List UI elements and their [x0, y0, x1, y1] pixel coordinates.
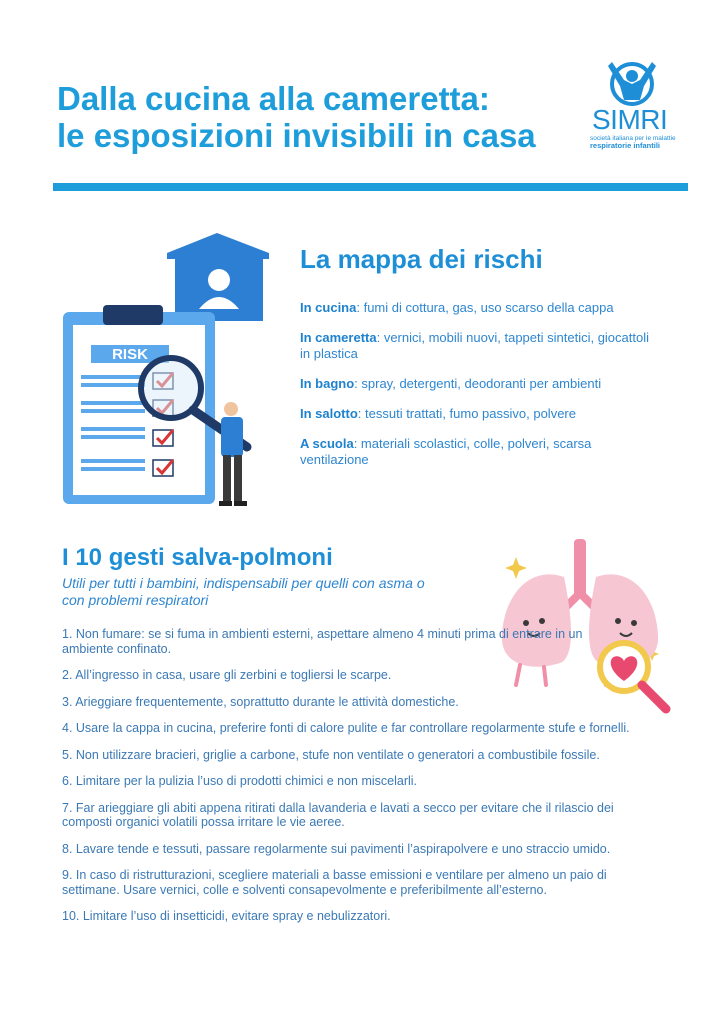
risk-checklist-illustration [55, 225, 280, 515]
title-line-1: Dalla cucina alla cameretta: [57, 80, 490, 117]
gesture-item: 7. Far arieggiare gli abiti appena ritirati dalla lavanderia e lavati a secco per evitare che il rilascio dei composti organici volatili possa irritare le vie aeree. [62, 800, 614, 829]
logo-name: SIMRI [592, 104, 668, 135]
risk-list [300, 300, 660, 482]
gesture-item: 5. Non utilizzare bracieri, griglie a carbone, stufe non ventilate o generatori a combustibile fossile. [62, 747, 600, 762]
page-title [57, 80, 536, 154]
risk-item-living-room: In salotto: tessuti trattati, fumo passivo, polvere [300, 406, 576, 421]
risk-item-kitchen: In cucina: fumi di cottura, gas, uso scarso della cappa [300, 300, 614, 315]
risk-item-bathroom: In bagno: spray, detergenti, deodoranti per ambienti [300, 376, 602, 391]
simri-logo [588, 56, 680, 151]
logo-subtitle: società italiana per le malattie respiratorie infantili [590, 135, 676, 150]
gestures-title: I 10 gesti salva-polmoni [62, 544, 333, 571]
gesture-item: 6. Limitare per la pulizia l’uso di prodotti chimici e non miscelarli. [62, 774, 418, 788]
gesture-item: 8. Lavare tende e tessuti, passare regolarmente sui pavimenti l’aspirapolvere e uno straccio umido. [62, 841, 611, 856]
risk-item-school: A scuola: materiali scolastici, colle, polveri, scarsa ventilazione [300, 436, 592, 467]
house-icon [167, 233, 269, 321]
gesture-item: 10. Limitare l’uso di insetticidi, evitare spray e nebulizzatori. [62, 909, 391, 923]
gestures-subtitle: Utili per tutti i bambini, indispensabili per quelli con asma o con problemi respiratori [62, 575, 425, 608]
gestures-list [62, 627, 632, 936]
gesture-item: 2. All’ingresso in casa, usare gli zerbini e togliersi le scarpe. [62, 668, 392, 682]
gesture-item: 4. Usare la cappa in cucina, preferire fonti di calore pulite e far controllare regolarmente stufe e fornelli. [62, 721, 630, 735]
title-line-2: le esposizioni invisibili in casa [57, 117, 536, 154]
gesture-item: 9. In caso di ristrutturazioni, scegliere materiali a basse emissioni e ventilare per almeno un paio di settimane. Usare vernici, colle e solventi consapevolmente e preferibilmente all’esterno. [62, 868, 607, 897]
risk-item-bedroom: In cameretta: vernici, mobili nuovi, tappeti sintetici, giocattoli in plastica [300, 330, 649, 361]
risk-map-title: La mappa dei rischi [300, 244, 543, 274]
header-divider [53, 183, 688, 191]
child-figure-icon [602, 56, 662, 108]
gesture-item: 1. Non fumare: se si fuma in ambienti esterni, aspettare almeno 4 minuti prima di entrare in un ambiente confinato. [62, 627, 583, 656]
gesture-item: 3. Arieggiare frequentemente, soprattutto durante le attività domestiche. [62, 694, 459, 709]
risk-label: RISK [112, 346, 148, 363]
